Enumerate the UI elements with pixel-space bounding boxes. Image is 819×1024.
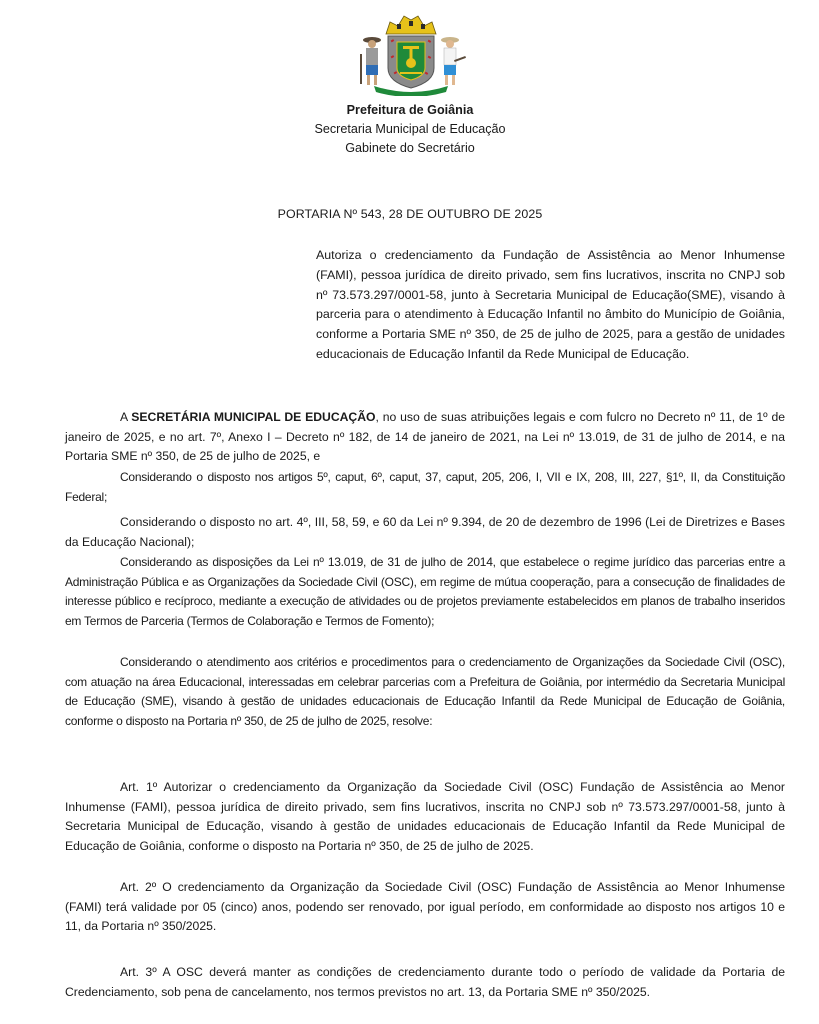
considerando-text: Considerando as disposições da Lei nº 13.019, de 31 de julho de 2014, que estabelece o regime jurídico das parcerias entre a Administração Pública e as Organizações da Sociedade Civil (OSC), em regime de mútua cooperação, para a consecução de finalidades de interesse público e recíproco, mediante a execução de atividades ou de projetos previamente estabelecidos em planos de trabalho inseridos em Termos de Parceria (Termos de Colaboração e Termos de Fomento); [65, 555, 785, 628]
considerando-text: Considerando o atendimento aos critérios e procedimentos para o credenciamento de Organizações da Sociedade Civil (OSC), com atuação na área Educacional, interessadas em celebrar parcerias com a Prefeitura de Goiânia, por intermédio da Secretaria Municipal de Educação (SME), visando à gestão de unidades educacionais de Educação Infantil da Rede Municipal de Educação de Goiânia, conforme o disposto na Portaria nº 350, de 25 de julho de 2025, resolve: [65, 655, 785, 728]
ementa: Autoriza o credenciamento da Fundação de Assistência ao Menor Inhumense (FAMI), pessoa jurídica de direito privado, sem fins lucrativos, inscrita no CNPJ sob nº 73.573.297/0001-58, junto à Secretaria Municipal de Educação(SME), visando à parceria para o atendimento à Educação Infantil no âmbito do Município de Goiânia, conforme a Portaria SME nº 350, de 25 de julho de 2025, para a gestão de unidades educacionais de Educação Infantil da Rede Municipal de Educação. [316, 248, 785, 361]
considerando-2 [65, 513, 785, 552]
preamble-prefix: A [120, 410, 132, 424]
preamble [65, 408, 785, 467]
article-3 [65, 963, 785, 1002]
letterhead [200, 101, 620, 158]
left-figure [360, 37, 381, 85]
article-1 [65, 778, 785, 856]
document-title: PORTARIA Nº 543, 28 DE OUTUBRO DE 2025 [277, 207, 543, 221]
article-text: Art. 3º A OSC deverá manter as condições de credenciamento durante todo o período de validade da Portaria de Credenciamento, sob pena de cancelamento, nos termos previstos no art. 13, da Portaria SME nº 350/2025. [65, 965, 785, 999]
office-name: Gabinete do Secretário [345, 141, 475, 155]
mural-crown [386, 16, 436, 34]
preamble-text: , no uso de suas atribuições legais e com fulcro no Decreto nº 11, de 1º de janeiro de 2025, e no art. 7º, Anexo I – Decreto nº 182, de 14 de janeiro de 2021, na Lei nº 13.019, de 31 de julho de 2014, e na Portaria SME nº 350, de 25 de julho de 2025, e [65, 410, 786, 464]
article-text: Art. 1º Autorizar o credenciamento da Organização da Sociedade Civil (OSC) Fundação de Assistência ao Menor Inhumense (FAMI), pessoa jurídica de direito privado, sem fins lucrativos, inscrita no CNPJ sob nº 73.573.297/0001-58, junto à Secretaria Municipal de Educação, visando à gestão de unidades educacionais de Educação Infantil da Rede Municipal de Educação de Goiânia, conforme o disposto na Portaria nº 350, de 25 de julho de 2025. [65, 780, 785, 853]
considerando-4 [65, 653, 785, 731]
coat-of-arms-icon [352, 10, 470, 96]
considerando-3 [65, 553, 785, 631]
article-text: Art. 2º O credenciamento da Organização da Sociedade Civil (OSC) Fundação de Assistência ao Menor Inhumense (FAMI) terá validade por 05 (cinco) anos, podendo ser renovado, por igual período, em conformidade ao disposto nos artigos 10 e 11, da Portaria nº 350/2025. [65, 880, 785, 934]
org-name: Prefeitura de Goiânia [346, 103, 474, 117]
considerando-text: Considerando o disposto nos artigos 5º, caput, 6º, caput, 37, caput, 205, 206, I, VII e IX, 208, III, 227, §1º, II, da Constituição Federal; [65, 470, 785, 504]
considerando-1 [65, 468, 785, 507]
article-2 [65, 878, 785, 937]
considerando-text: Considerando o disposto no art. 4º, III, 58, 59, e 60 da Lei nº 9.394, de 20 de dezembro de 1996 (Lei de Diretrizes e Bases da Educação Nacional); [65, 515, 785, 549]
right-figure [441, 37, 466, 85]
department-name: Secretaria Municipal de Educação [314, 122, 506, 136]
authority-name: SECRETÁRIA MUNICIPAL DE EDUCAÇÃO [131, 410, 376, 424]
